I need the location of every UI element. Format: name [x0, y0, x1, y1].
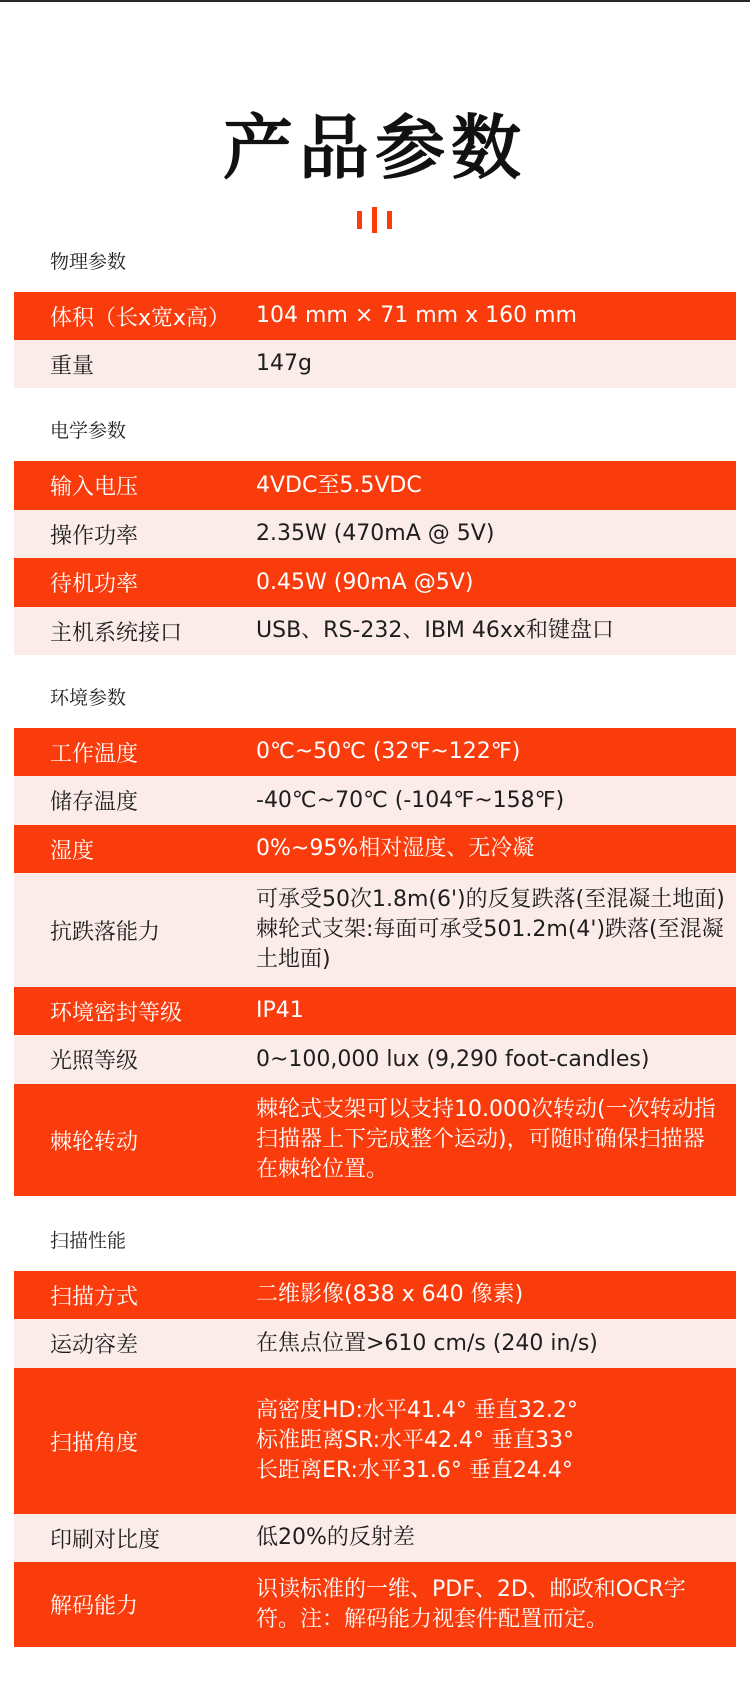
table-row: [14, 1271, 736, 1319]
page-title: 产品参数: [223, 107, 527, 189]
table-row: [14, 558, 736, 607]
row-value: IP41: [256, 998, 304, 1023]
top-border: [0, 0, 750, 2]
section-title: 环境参数: [50, 687, 127, 709]
row-value: 104 mm × 71 mm x 160 mm: [256, 303, 577, 328]
spec-table: [14, 728, 736, 1196]
row-value: 0.45W (90mA @5V): [256, 569, 474, 595]
section-scanning: [14, 1229, 736, 1647]
row-key: 棘轮转动: [50, 1129, 139, 1155]
row-value: 高密度HD:水平41.4° 垂直32.2° 标准距离SR:水平42.4° 垂直33° 长距离ER:水平31.6° 垂直24.4°: [256, 1398, 578, 1483]
row-value: 在焦点位置>610 cm/s (240 in/s): [256, 1330, 598, 1356]
section-environmental: [14, 686, 736, 1196]
row-value: 4VDC至5.5VDC: [256, 472, 422, 498]
row-key: 扫描角度: [50, 1430, 139, 1456]
row-value: 识读标准的一维、PDF、2D、邮政和OCR字符。注：解码能力视套件配置而定。: [256, 1576, 686, 1632]
table-row: [14, 1084, 736, 1196]
row-value: 2.35W (470mA @ 5V): [256, 521, 495, 546]
row-key: 解码能力: [50, 1594, 139, 1619]
row-key: 主机系统接口: [50, 620, 183, 646]
row-key: 操作功率: [50, 523, 139, 549]
row-value: 0℃~50℃ (32℉~122℉): [256, 739, 521, 764]
row-key: 待机功率: [50, 572, 139, 597]
accent-marks-icon: [357, 207, 393, 233]
row-value: 147g: [256, 351, 312, 376]
table-row: [14, 292, 736, 340]
row-key: 印刷对比度: [50, 1527, 161, 1553]
row-key: 储存温度: [50, 790, 139, 815]
table-row: [14, 1035, 736, 1084]
table-row: [14, 825, 736, 873]
row-key: 体积（长x宽x高）: [50, 305, 231, 331]
spec-table: [14, 1271, 736, 1647]
table-row: [14, 728, 736, 776]
section-title: 电学参数: [50, 420, 127, 442]
table-row: [14, 461, 736, 510]
table-row: [14, 776, 736, 825]
row-key: 环境密封等级: [50, 1000, 183, 1026]
row-key: 扫描方式: [50, 1284, 139, 1310]
table-row: [14, 1562, 736, 1647]
table-row: [14, 1319, 736, 1368]
table-row: [14, 607, 736, 655]
row-key: 光照等级: [50, 1049, 139, 1074]
row-key: 抗跌落能力: [50, 919, 161, 945]
row-key: 运动容差: [50, 1333, 139, 1358]
row-key: 输入电压: [50, 475, 139, 500]
row-value: 0~100,000 lux (9,290 foot-candles): [256, 1046, 650, 1072]
row-key: 工作温度: [50, 741, 139, 767]
spec-table: [14, 292, 736, 388]
section-physical: [14, 250, 736, 388]
row-value: 二维影像(838 x 640 像素): [256, 1282, 524, 1307]
row-key: 湿度: [50, 838, 95, 864]
section-title: 扫描性能: [50, 1230, 127, 1252]
row-value: 0%~95%相对湿度、无冷凝: [256, 836, 535, 861]
row-value: 低20%的反射差: [256, 1525, 415, 1550]
table-row: [14, 987, 736, 1035]
table-row: [14, 510, 736, 558]
table-row: [14, 873, 736, 987]
spec-table: [14, 461, 736, 655]
table-row: [14, 1368, 736, 1514]
row-value: USB、RS-232、IBM 46xx和键盘口: [256, 618, 614, 643]
row-value: 棘轮式支架可以支持10.000次转动(一次转动指扫描器上下完成整个运动)，可随时确保扫描器在棘轮位置。: [256, 1097, 716, 1182]
section-title: 物理参数: [50, 251, 127, 273]
row-key: 重量: [50, 353, 95, 379]
table-row: [14, 1514, 736, 1562]
section-electrical: [14, 419, 736, 655]
table-row: [14, 340, 736, 388]
row-value: 可承受50次1.8m(6')的反复跌落(至混凝土地面)棘轮式支架:每面可承受501.2m(4')跌落(至混凝土地面): [256, 887, 725, 972]
row-value: -40℃~70℃ (-104℉~158℉): [256, 787, 565, 813]
